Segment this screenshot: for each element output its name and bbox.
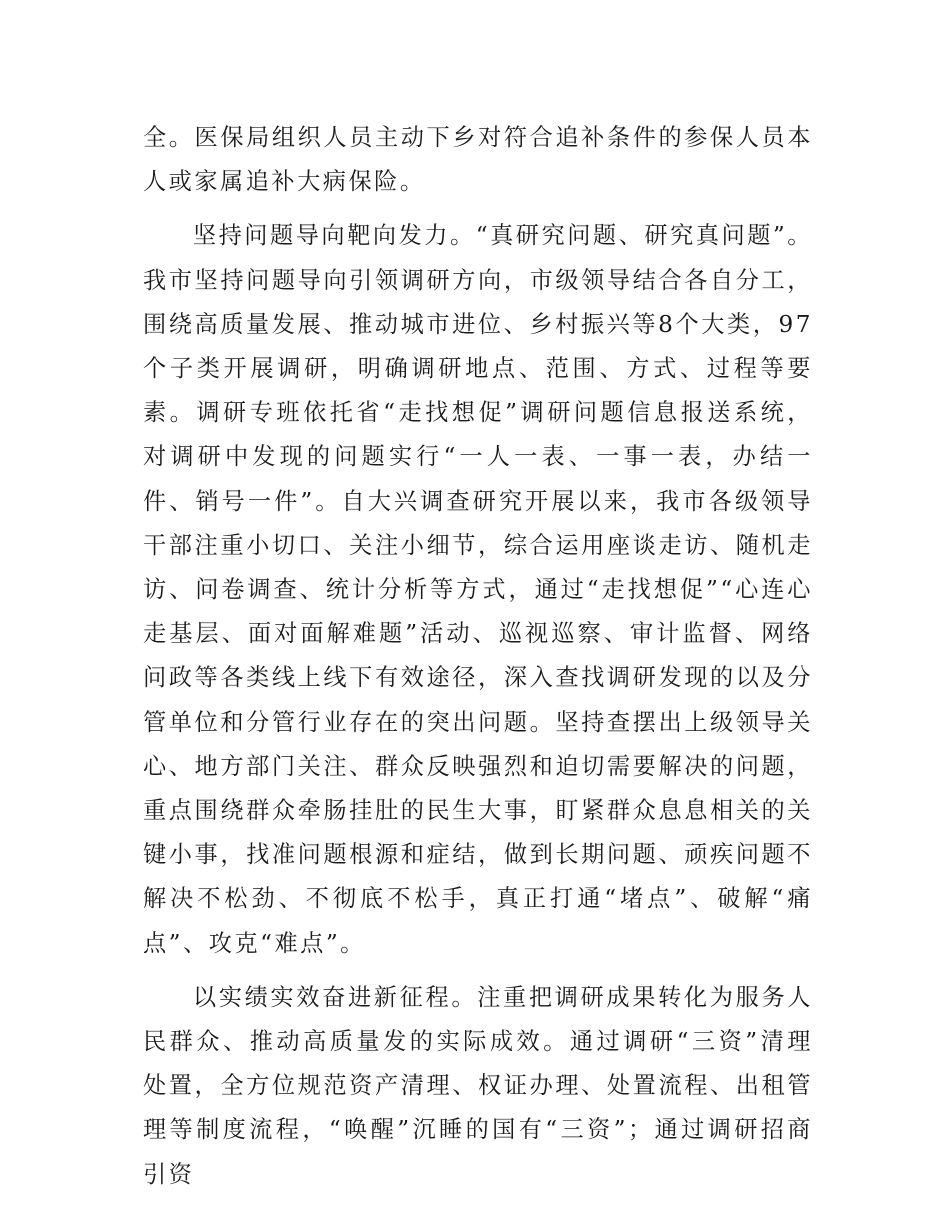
paragraph-problem-orientation: 坚持问题导向靶向发力。“真研究问题、研究真问题”。我市坚持问题导向引领调研方向，市级领导结合各自分工，围绕高质量发展、推动城市进位、乡村振兴等8个大类，97个子类开展调研，明确调研地点、范围、方式、过程等要素。调研专班依托省“走找想促”调研问题信息报送系统，对调研中发现的问题实行“一人一表、一事一表，办结一件、销号一件”。自大兴调查研究开展以来，我市各级领导干部注重小切口、关注小细节，综合运用座谈走访、随机走访、问卷调查、统计分析等方式，通过“走找想促”“心连心走基层、面对面解难题”活动、巡视巡察、审计监督、网络问政等各类线上线下有效途径，深入查找调研发现的以及分管单位和分管行业存在的突出问题。坚持查摆出上级领导关心、地方部门关注、群众反映强烈和迫切需要解决的问题，重点围绕群众牵肠挂肚的民生大事，盯紧群众息息相关的关键小事，找准问题根源和症结，做到长期问题、顽疾问题不解决不松劲、不彻底不松手，真正打通“堵点”、破解“痛点”、攻克“难点”。: [143, 222, 813, 957]
document-body: [143, 116, 813, 1197]
paragraph-continuation: 全。医保局组织人员主动下乡对符合追补条件的参保人员本人或家属追补大病保险。: [143, 124, 813, 196]
paragraph-results-effectiveness: 以实绩实效奋进新征程。注重把调研成果转化为服务人民群众、推动高质量发的实际成效。通过调研“三资”清理处置，全方位规范资产清理、权证办理、处置流程、出租管理等制度流程，“唤醒”沉睡的国有“三资”；通过调研招商引资: [143, 983, 813, 1188]
